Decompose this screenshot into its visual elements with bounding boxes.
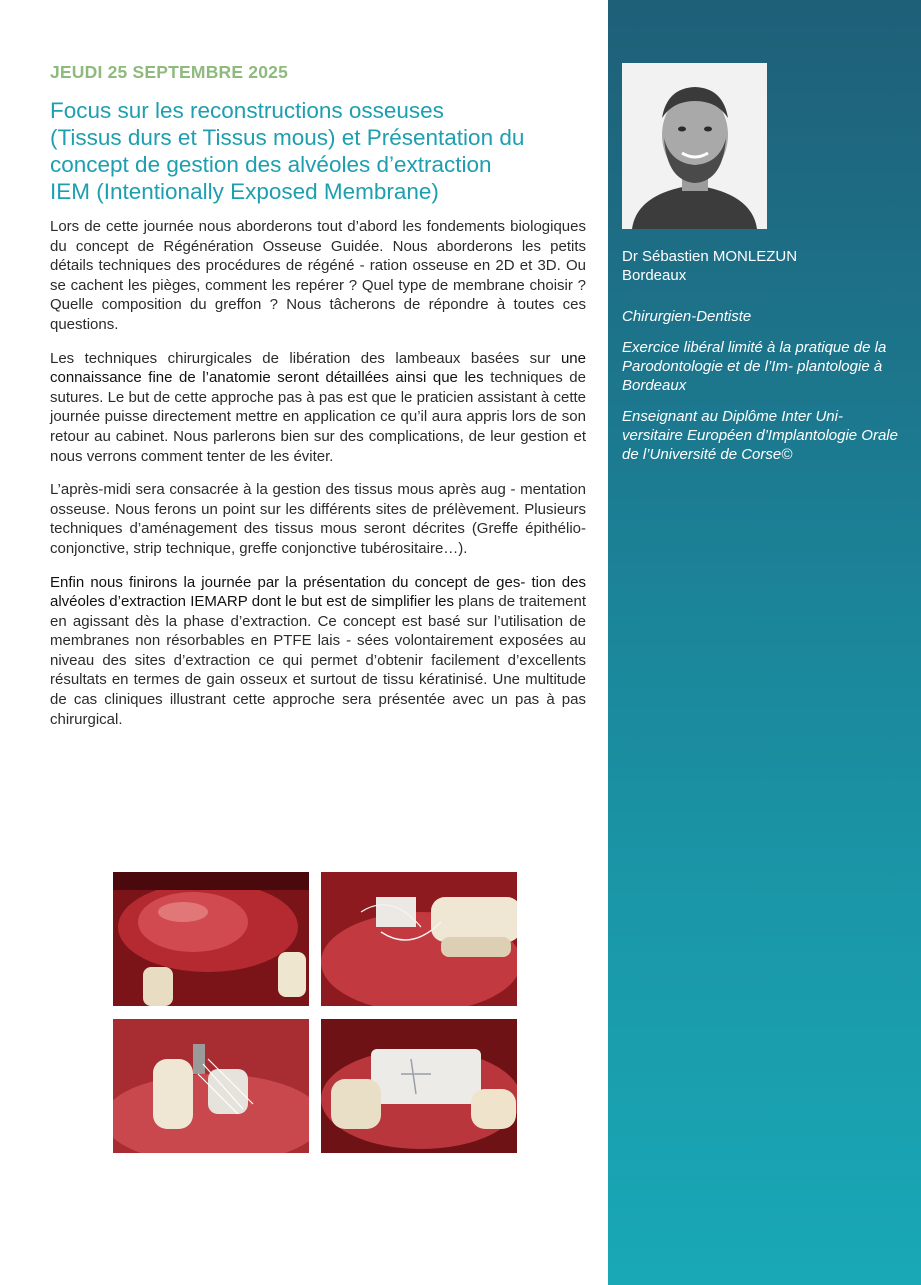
speaker-teaching: Enseignant au Diplôme Inter Uni- versitaire Européen d’Implantologie Orale de l’Université de Corse© bbox=[622, 408, 898, 463]
speaker-name bbox=[622, 247, 907, 285]
paragraph-text: Les techniques chirurgicales de libération des lambeaux basées sur bbox=[50, 349, 551, 367]
title-line: (Tissus durs et Tissus mous) et Présentation du bbox=[50, 125, 525, 150]
event-date: JEUDI 25 SEPTEMBRE 2025 bbox=[50, 62, 289, 82]
paragraph-intro: Lors de cette journée nous aborderons tout d’abord les fondements biologiques du concept de Régénération Osseuse Guidée. Nous aborderons les petits détails techniques des procédures de régéné - ration osseuse en 2D et 3D. Ou se cachent les pièges, comment les repérer ? Quel type de membrane choisir ? Quelle composition du greffon ? Nous tâcherons de répondre à toutes ces questions. bbox=[50, 218, 586, 333]
speaker-sidebar bbox=[608, 0, 921, 1285]
clinical-photo-ptfe bbox=[321, 1019, 517, 1153]
speaker-info bbox=[622, 247, 907, 476]
paragraph-text: techniques de sutures. Le but de cette approche pas à pas est que le praticien assistant à cette journée puisse directement mettre en application ce qu’il aura appris lors de son retour au cabinet. Nous parlerons bien sur des complications, de leur gestion et nous verrons comment tenter de les éviter. bbox=[50, 369, 586, 465]
title-line: concept de gestion des alvéoles d’extraction bbox=[50, 152, 492, 177]
speaker-city: Bordeaux bbox=[622, 267, 687, 284]
speaker-practice: Exercice libéral limité à la pratique de la Parodontologie et de l’Im- plantologie à Bordeaux bbox=[622, 339, 887, 394]
paragraph-conclusion bbox=[50, 573, 586, 730]
speaker-role: Chirurgien-Dentiste bbox=[622, 308, 752, 325]
title-line: IEM (Intentionally Exposed Membrane) bbox=[50, 179, 439, 204]
clinical-photo-membrane bbox=[321, 872, 517, 1006]
speaker-name-text: Dr Sébastien MONLEZUN bbox=[622, 248, 798, 265]
title-line: Focus sur les reconstructions osseuses bbox=[50, 98, 444, 123]
paragraph-afternoon: L’après-midi sera consacrée à la gestion des tissus mous après aug - mentation osseuse. Nous ferons un point sur les différents sites de prélèvement. Plusieurs techniques d’aménagement des tissus mous seront décrites (Greffe épithélio-conjonctive, strip technique, greffe conjonctive tubérositaire…). bbox=[50, 481, 586, 557]
clinical-photo-implant bbox=[113, 1019, 309, 1153]
paragraph-emphasis: Enfin nous finirons la journée par la présentation du concept de ges- tion des alvéoles d’extraction IEMARP dont le but est de simplifier les bbox=[50, 573, 586, 611]
speaker-portrait bbox=[622, 63, 767, 229]
paragraph-techniques bbox=[50, 349, 586, 467]
clinical-photos bbox=[113, 872, 518, 1155]
clinical-photo-graft bbox=[113, 872, 309, 1006]
paragraph-emphasis: une connaissance fine de l’anatomie seront détaillées ainsi que les bbox=[50, 349, 586, 387]
paragraph-text: plans de traitement en agissant dès la phase d’extraction. Ce concept est basé sur l’utilisation de membranes non résorbables en PTFE lais - sées volontairement exposées au niveau des sites d’extraction ce qui permet d’obtenir facilement d’excellents résultats en termes de gain osseux et surtout de tissu kératinisé. Une multitude de cas cliniques illustrant cette approche sera présentée avec un pas à pas chirurgical. bbox=[50, 593, 586, 728]
page-title bbox=[50, 97, 586, 205]
main-column bbox=[50, 62, 586, 743]
